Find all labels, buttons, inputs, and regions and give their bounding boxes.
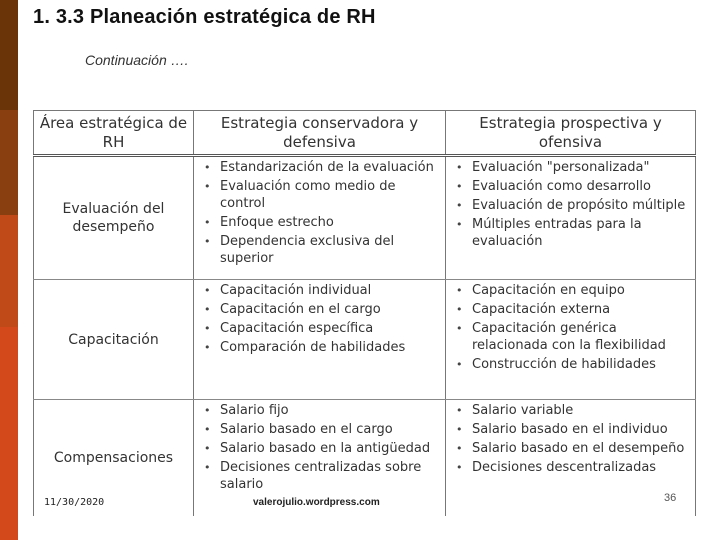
list-item: • Múltiples entradas para la evaluación [472,216,691,250]
list-item: • Salario basado en el cargo [220,421,441,438]
list-item: • Salario basado en el desempeño [472,440,691,457]
list-item: • Capacitación en equipo [472,282,691,299]
prospective-cell [446,400,696,517]
prospective-cell [446,280,696,400]
conservative-list [198,402,441,493]
decorative-sidebar [0,0,18,540]
list-item: • Capacitación individual [220,282,441,299]
list-item: • Comparación de habilidades [220,339,441,356]
footer-date: 11/30/2020 [44,497,105,508]
sidebar-segment-red [0,327,18,540]
list-item: • Capacitación en el cargo [220,301,441,318]
list-item: • Capacitación externa [472,301,691,318]
list-item: • Salario basado en el individuo [472,421,691,438]
footer-site: valerojulio.wordpress.com [253,497,380,508]
list-item: • Evaluación "personalizada" [472,159,691,176]
slide-subtitle: Continuación …. [85,52,189,68]
strategy-table [33,110,696,516]
sidebar-segment-brown [0,110,18,215]
area-cell: Evaluación del desempeño [34,156,194,280]
list-item: • Salario variable [472,402,691,419]
list-item: • Construcción de habilidades [472,356,691,373]
prospective-cell [446,156,696,280]
list-item: • Evaluación de propósito múltiple [472,197,691,214]
header-conservative: Estrategia conservadora y defensiva [194,111,446,156]
area-cell: Capacitación [34,280,194,400]
page-number: 36 [664,492,677,504]
conservative-cell [194,280,446,400]
list-item: • Salario basado en la antigüedad [220,440,441,457]
list-item: • Decisiones centralizadas sobre salario [220,459,441,493]
conservative-list [198,159,441,267]
table-row [34,280,696,400]
table-row [34,156,696,280]
header-area: Área estratégica de RH [34,111,194,156]
area-cell: Compensaciones [34,400,194,517]
slide-title: 1. 3.3 Planeación estratégica de RH [33,6,376,28]
list-item: • Evaluación como desarrollo [472,178,691,195]
list-item: • Decisiones descentralizadas [472,459,691,476]
conservative-cell [194,156,446,280]
conservative-list [198,282,441,356]
list-item: • Evaluación como medio de control [220,178,441,212]
list-item: • Capacitación específica [220,320,441,337]
sidebar-segment-dark [0,0,18,110]
header-prospective: Estrategia prospectiva y ofensiva [446,111,696,156]
table-header-row [34,111,696,156]
list-item: • Capacitación genérica relacionada con la flexibilidad [472,320,691,354]
list-item: • Salario fijo [220,402,441,419]
prospective-list [450,282,691,373]
list-item: • Dependencia exclusiva del superior [220,233,441,267]
prospective-list [450,402,691,476]
list-item: • Enfoque estrecho [220,214,441,231]
list-item: • Estandarización de la evaluación [220,159,441,176]
prospective-list [450,159,691,250]
sidebar-segment-orange [0,215,18,327]
